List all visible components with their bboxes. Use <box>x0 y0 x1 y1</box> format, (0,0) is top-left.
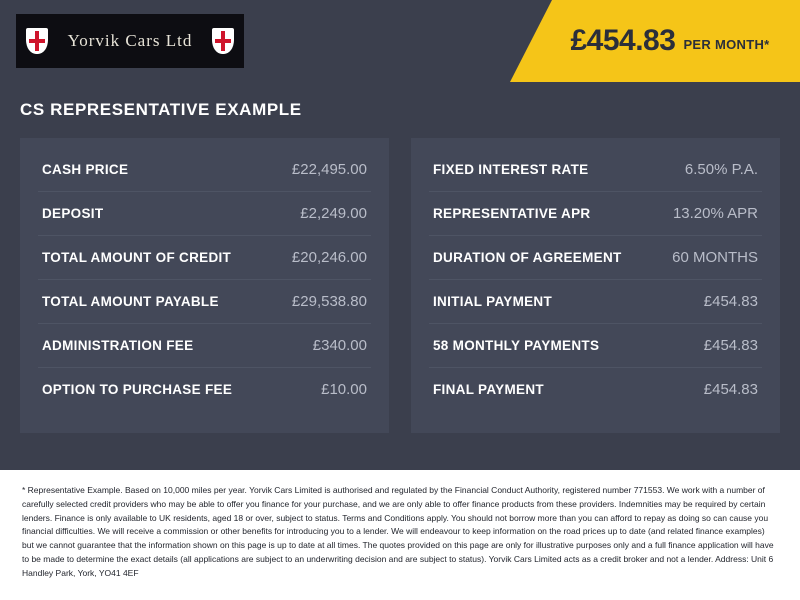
row-label: DEPOSIT <box>42 206 104 221</box>
table-row <box>38 368 371 411</box>
header <box>0 0 800 82</box>
table-row <box>38 192 371 236</box>
right-details-panel <box>411 138 780 433</box>
page-title: CS REPRESENTATIVE EXAMPLE <box>20 100 302 119</box>
row-label: TOTAL AMOUNT OF CREDIT <box>42 250 232 265</box>
dealer-name: Yorvik Cars Ltd <box>67 31 193 50</box>
left-details-panel <box>20 138 389 433</box>
table-row <box>429 368 762 411</box>
table-row <box>429 236 762 280</box>
dealer-logo[interactable] <box>16 14 244 68</box>
row-label: INITIAL PAYMENT <box>433 294 553 309</box>
row-value: £20,246.00 <box>291 249 367 266</box>
monthly-price-banner <box>510 0 800 82</box>
table-row <box>38 148 371 192</box>
row-label: FIXED INTEREST RATE <box>433 162 589 177</box>
table-row <box>429 192 762 236</box>
table-row <box>38 324 371 368</box>
row-label: REPRESENTATIVE APR <box>433 206 591 221</box>
table-row <box>429 148 762 192</box>
row-label: CASH PRICE <box>42 162 129 177</box>
row-value: £340.00 <box>312 337 367 354</box>
table-row <box>38 280 371 324</box>
row-value: 60 MONTHS <box>672 249 758 266</box>
row-label: FINAL PAYMENT <box>433 382 544 397</box>
shield-icon <box>26 28 48 54</box>
monthly-price-amount: £454.83 <box>570 24 676 57</box>
monthly-price-period: PER MONTH* <box>683 36 770 52</box>
row-label: TOTAL AMOUNT PAYABLE <box>42 294 219 309</box>
row-value: £454.83 <box>703 337 758 354</box>
row-value: £454.83 <box>703 293 758 310</box>
row-label: DURATION OF AGREEMENT <box>433 250 622 265</box>
shield-icon <box>212 28 234 54</box>
row-label: 58 MONTHLY PAYMENTS <box>433 338 600 353</box>
row-label: ADMINISTRATION FEE <box>42 338 194 353</box>
finance-details <box>0 120 800 433</box>
row-value: £2,249.00 <box>300 205 367 222</box>
row-value: £29,538.80 <box>291 293 367 310</box>
disclaimer-text: * Representative Example. Based on 10,000 miles per year. Yorvik Cars Limited is authorised and regulated by the Financial Conduct Authority, registered number 771553. We work with a number of carefully selected credit providers who may be able to offer you finance for your purchase, and we are only able to offer finance products from these providers. Indemnities may be required by certain lenders. Finance is only available to UK residents, aged 18 or over, subject to status. Terms and Conditions apply. You should not borrow more than you can afford to repay as doing so can cause you financial difficulties. We will receive a commission or other benefits for introducing you to a lender. We will endeavour to keep information on the road prices up to date (and related finance examples) but we cannot guarantee that the information shown on this page is up to date at all times. The quotes provided on this page are only for illustrative purposes only and a full finance application will have to be made to determine the exact details (all applications are subject to an underwriting decision and are subject to status). Yorvik Cars Limited acts as a credit broker and not a lender. Address: Unit 6 Handley Park, York, YO41 4EF <box>0 470 800 600</box>
row-label: OPTION TO PURCHASE FEE <box>42 382 233 397</box>
row-value: 13.20% APR <box>672 205 758 222</box>
row-value: £10.00 <box>321 381 367 398</box>
row-value: 6.50% P.A. <box>684 161 758 178</box>
table-row <box>38 236 371 280</box>
table-row <box>429 324 762 368</box>
row-value: £454.83 <box>703 381 758 398</box>
row-value: £22,495.00 <box>291 161 367 178</box>
table-row <box>429 280 762 324</box>
